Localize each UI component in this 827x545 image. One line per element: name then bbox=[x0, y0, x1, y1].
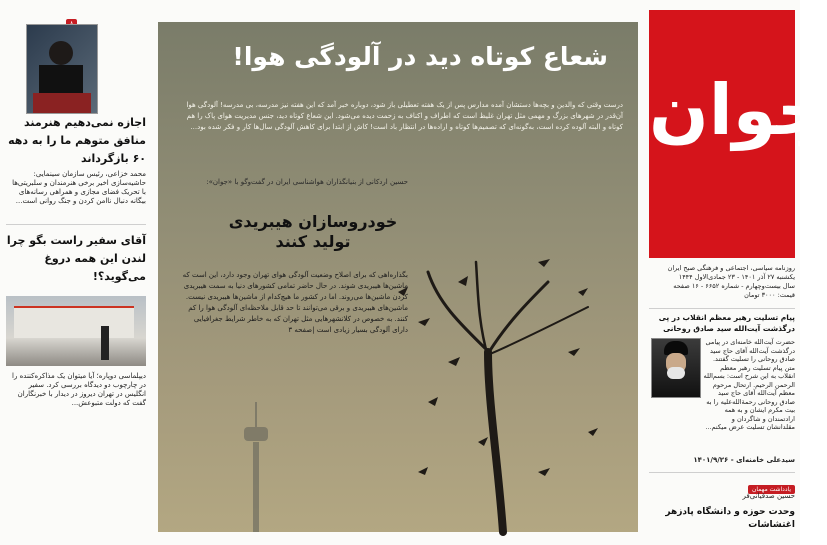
note-author: حسین صدقیانی‌فر bbox=[742, 492, 795, 500]
tagline: روزنامه سیاسی، اجتماعی و فرهنگی صبح ایران bbox=[667, 264, 795, 272]
price: قیمت: ۳۰۰۰ تومان bbox=[744, 291, 795, 299]
left-column bbox=[6, 10, 146, 540]
interview-kicker: حسین اردکانی از بنیانگذاران هواشناسی ایران در گفت‌وگو با «جوان»: bbox=[206, 178, 408, 186]
masthead-info bbox=[649, 264, 795, 300]
story2-title[interactable]: آقای سفیر راست بگو چرا لندن این همه دروغ می‌گوید؟! bbox=[6, 234, 146, 283]
main-headline[interactable]: شعاع کوتاه دید در آلودگی هوا! bbox=[232, 42, 608, 71]
story2-body: دیپلماسی دوپاره؛ آیا میتوان یک مذاکره‌کننده را در چارچوب دو دیدگاه بررسی کرد. سفیر انگلیس در تهران دیروز در دیدار با خبرنگاران گفت که دولت متبوعش... bbox=[12, 372, 146, 407]
issue-line: سال بیست‌وچهارم - شماره ۶۶۵۲ - ۱۶ صفحه bbox=[673, 282, 795, 290]
interview-body: بگذاره‌اهی که برای اصلاح وضعیت آلودگی هوای تهران وجود دارد، این است که ماشین‌ها هیبریدی شوند. در حال حاضر تمامی کشورهای دنیا به سمت هیبریدی کردن ماشین‌ها می‌روند. اما در کشور ما هیچ‌کدام از ماشین‌ها هیبریدی نیست. ماشین‌های هیبریدی و برقی می‌توانند تا حد قابل ملاحظه‌ای آلودگی هوا را کم کنند. به خصوص در کلانشهرهایی مثل تهران که به خاطر شرایط جغرافیایی دارای آلودگی بسیار زیادی است |صفحه ۳ bbox=[182, 271, 408, 334]
main-story bbox=[158, 22, 638, 532]
masthead-name: جوان bbox=[649, 69, 827, 151]
signature: سیدعلی خامنه‌ای - ۱۴۰۱/۹/۲۶ bbox=[693, 456, 795, 464]
interview-headline[interactable]: خودروسازان هیبریدی تولید کنند bbox=[228, 212, 398, 251]
page-badge bbox=[66, 10, 84, 20]
condolence-body: حضرت آیت‌الله خامنه‌ای در پیامی درگذشت آیت‌الله آقای حاج سید صادق روحانی را تسلیت گفتند. متن پیام تسلیت رهبر معظم انقلاب به این شرح است: بسم‌الله الرحمن الرحیم. ارتحال مرحوم معظم آیت‌الله آقای حاج سید صادق روحانی رحمةالله‌علیه را به بیت مکرم ایشان و به همه ارادتمندان و شاگردان و مقلدانشان تسلیت عرض میکنم... bbox=[703, 338, 795, 431]
main-intro: درست وقتی که والدین و بچه‌ها دستشان آمده مدارس پس از یک هفته تعطیلی باز شود، دوباره خبر آمد که این هفته نیز مدرسه، بی مدرسه! آلودگی هوا آن‌قدر در شهرهای بزرگ و مهمی مثل تهران غلیظ است که اطراف و اکناف به زحمت دیده می‌شود. این شعاع کوتاه دید، جنس مدیریت هوای پاک را هم کوتاه و البته آلوده کرده است، به‌گونه‌ای که تصمیم‌ها کوتاه و اراده‌ها در انتظار باد است! کاش از ابتدا برای کاهش آلودگی سال‌ها کار و فکر شده بود... bbox=[186, 101, 623, 131]
street-photo bbox=[6, 296, 146, 366]
story1-title[interactable]: اجازه نمی‌دهیم هنرمند منافق متوهم ما را به دهه ۶۰ بازگرداند bbox=[8, 116, 146, 165]
story1-body: محمد خزاعی، رئیس سازمان سینمایی: حاشیه‌سازی اخیر برخی هنرمندان و سلبریتی‌ها با تحریک فضای مجازی و همراهی رسانه‌های بیگانه دنبال ناامن کردن و جنگ روانی است... bbox=[12, 170, 146, 205]
condolence-title[interactable]: پیام تسلیت رهبر معظم انقلاب در پی درگذشت آیت‌الله سید صادق روحانی bbox=[658, 313, 795, 333]
story1-headline[interactable] bbox=[6, 28, 146, 88]
note-title[interactable]: وحدت حوزه و دانشگاه پادزهر اغتشاشات bbox=[665, 507, 795, 530]
divider bbox=[649, 472, 795, 473]
masthead-logo bbox=[649, 10, 827, 258]
note-badge: یادداشت مهمان bbox=[748, 485, 795, 494]
right-column bbox=[645, 10, 827, 540]
cleric-portrait bbox=[651, 338, 701, 398]
divider bbox=[6, 224, 146, 225]
divider bbox=[649, 308, 795, 309]
date-line: یکشنبه ۲۷ آذر ۱۴۰۱ - ۲۳ جمادی‌الاول ۱۴۴۴ bbox=[678, 273, 795, 281]
